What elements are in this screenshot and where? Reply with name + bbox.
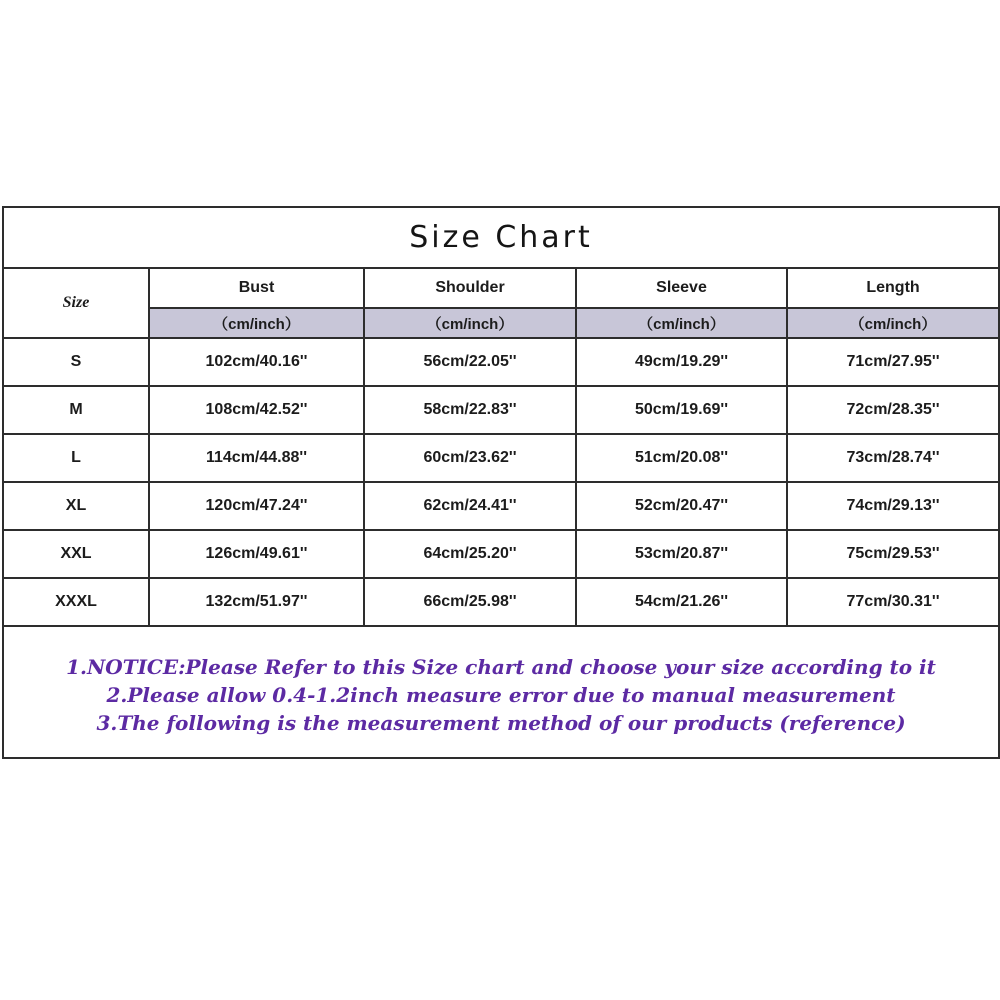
bust-value: 108cm/42.52'' (149, 386, 364, 434)
column-header-length: Length (787, 268, 999, 308)
length-value: 73cm/28.74'' (787, 434, 999, 482)
sleeve-value: 49cm/19.29'' (576, 338, 787, 386)
column-header-size: Size (3, 268, 149, 338)
sleeve-value: 52cm/20.47'' (576, 482, 787, 530)
title-row (3, 207, 999, 268)
size-label: XXL (3, 530, 149, 578)
length-value: 75cm/29.53'' (787, 530, 999, 578)
bust-value: 102cm/40.16'' (149, 338, 364, 386)
sleeve-value: 51cm/20.08'' (576, 434, 787, 482)
header-row (3, 268, 999, 308)
size-label: S (3, 338, 149, 386)
length-value: 77cm/30.31'' (787, 578, 999, 626)
length-value: 71cm/27.95'' (787, 338, 999, 386)
size-label: L (3, 434, 149, 482)
column-header-bust: Bust (149, 268, 364, 308)
column-header-shoulder: Shoulder (364, 268, 576, 308)
size-label: XXXL (3, 578, 149, 626)
shoulder-value: 58cm/22.83'' (364, 386, 576, 434)
table-row-m (3, 386, 999, 434)
unit-row (3, 308, 999, 338)
sleeve-value: 53cm/20.87'' (576, 530, 787, 578)
column-header-sleeve: Sleeve (576, 268, 787, 308)
table-row-xxxl (3, 578, 999, 626)
length-value: 72cm/28.35'' (787, 386, 999, 434)
notice-line-1: 1.NOTICE:Please Refer to this Size chart and choose your size according to it (66, 655, 936, 679)
notice-row (3, 626, 999, 758)
unit-label-shoulder: （cm/inch） (364, 308, 576, 338)
notice-line-2: 2.Please allow 0.4-1.2inch measure error due to manual measurement (106, 683, 896, 707)
notice-line-3: 3.The following is the measurement method of our products (reference) (96, 711, 906, 735)
bust-value: 120cm/47.24'' (149, 482, 364, 530)
table-row-xxl (3, 530, 999, 578)
table-row-l (3, 434, 999, 482)
shoulder-value: 56cm/22.05'' (364, 338, 576, 386)
unit-label-sleeve: （cm/inch） (576, 308, 787, 338)
sleeve-value: 54cm/21.26'' (576, 578, 787, 626)
shoulder-value: 66cm/25.98'' (364, 578, 576, 626)
bust-value: 126cm/49.61'' (149, 530, 364, 578)
size-label: XL (3, 482, 149, 530)
size-label: M (3, 386, 149, 434)
table-row-s (3, 338, 999, 386)
shoulder-value: 60cm/23.62'' (364, 434, 576, 482)
bust-value: 114cm/44.88'' (149, 434, 364, 482)
unit-label-length: （cm/inch） (787, 308, 999, 338)
unit-label-bust: （cm/inch） (149, 308, 364, 338)
bust-value: 132cm/51.97'' (149, 578, 364, 626)
shoulder-value: 62cm/24.41'' (364, 482, 576, 530)
notice-block (4, 647, 998, 737)
page-title: Size Chart (3, 207, 999, 268)
sleeve-value: 50cm/19.69'' (576, 386, 787, 434)
length-value: 74cm/29.13'' (787, 482, 999, 530)
size-chart-table (2, 206, 1000, 759)
table-row-xl (3, 482, 999, 530)
shoulder-value: 64cm/25.20'' (364, 530, 576, 578)
